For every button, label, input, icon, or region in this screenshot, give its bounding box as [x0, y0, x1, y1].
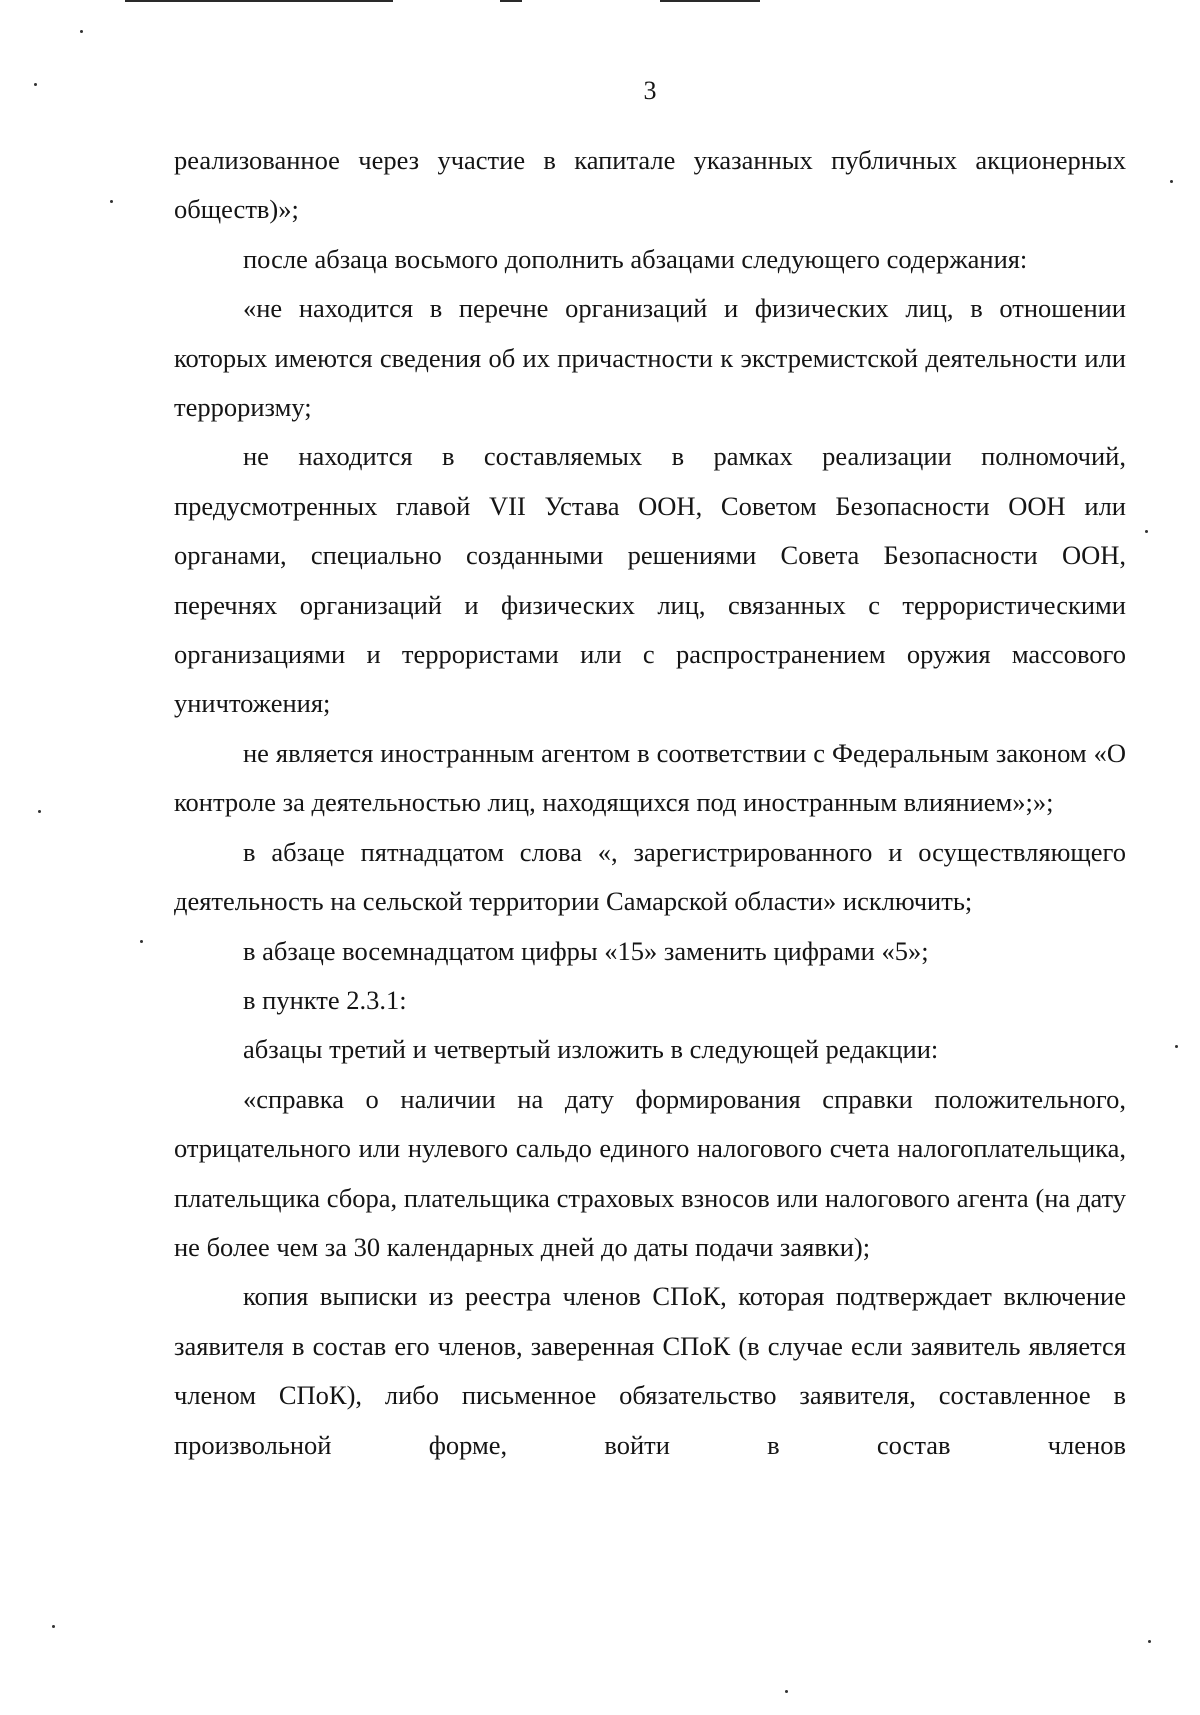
- document-body: [174, 136, 1126, 1470]
- scan-speck: [52, 1625, 55, 1628]
- page-number: 3: [643, 76, 657, 105]
- scan-speck: [34, 83, 37, 86]
- scan-edge-line: [500, 0, 522, 2]
- paragraph: не является иностранным агентом в соответствии с Федеральным законом «О контроле за деятельностью лиц, находящихся под иностранным влиянием»;»;: [174, 737, 1126, 818]
- scan-speck: [140, 940, 143, 943]
- paragraph: в пункте 2.3.1:: [243, 984, 407, 1015]
- scan-speck: [1170, 180, 1173, 183]
- paragraph: после абзаца восьмого дополнить абзацами следующего содержания:: [243, 243, 1028, 274]
- paragraph: в абзаце пятнадцатом слова «, зарегистрированного и осуществляющего деятельность на сельской территории Самарской области» исключить;: [174, 836, 1126, 917]
- paragraph: «не находится в перечне организаций и физических лиц, в отношении которых имеются сведения об их причастности к экстремистской деятельности или терроризму;: [174, 293, 1126, 423]
- paragraph: не находится в составляемых в рамках реализации полномочий, предусмотренных главой VII Устава ООН, Советом Безопасности ООН или органами, специально созданными решениями Совета Безопасности ООН, перечнях организаций и физических лиц, связанных с террористическими организациями и террористами или с распространением оружия массового уничтожения;: [174, 441, 1126, 719]
- scan-speck: [1145, 530, 1148, 533]
- scan-edge-line: [660, 0, 760, 2]
- scan-speck: [1148, 1640, 1151, 1643]
- scan-speck: [1175, 1045, 1178, 1048]
- scan-edge-line: [125, 0, 393, 2]
- paragraph: реализованное через участие в капитале указанных публичных акционерных обществ)»;: [174, 145, 1126, 225]
- paragraph: в абзаце восемнадцатом цифры «15» заменить цифрами «5»;: [243, 935, 929, 966]
- paragraph: абзацы третий и четвертый изложить в следующей редакции:: [243, 1034, 939, 1065]
- scan-speck: [110, 200, 113, 203]
- scan-speck: [80, 30, 83, 33]
- scan-speck: [38, 810, 41, 813]
- paragraph: «справка о наличии на дату формирования справки положительного, отрицательного или нулевого сальдо единого налогового счета налогоплательщика, плательщика сбора, плательщика страховых взносов или налогового агента (на дату не более чем за 30 календарных дней до даты подачи заявки);: [174, 1083, 1126, 1262]
- scan-speck: [785, 1690, 788, 1693]
- paragraph: копия выписки из реестра членов СПоК, которая подтверждает включение заявителя в состав его членов, заверенная СПоК (в случае если заявитель является членом СПоК), либо письменное обязательство заявителя, составленное в произвольной форме, войти в состав членов: [174, 1281, 1126, 1460]
